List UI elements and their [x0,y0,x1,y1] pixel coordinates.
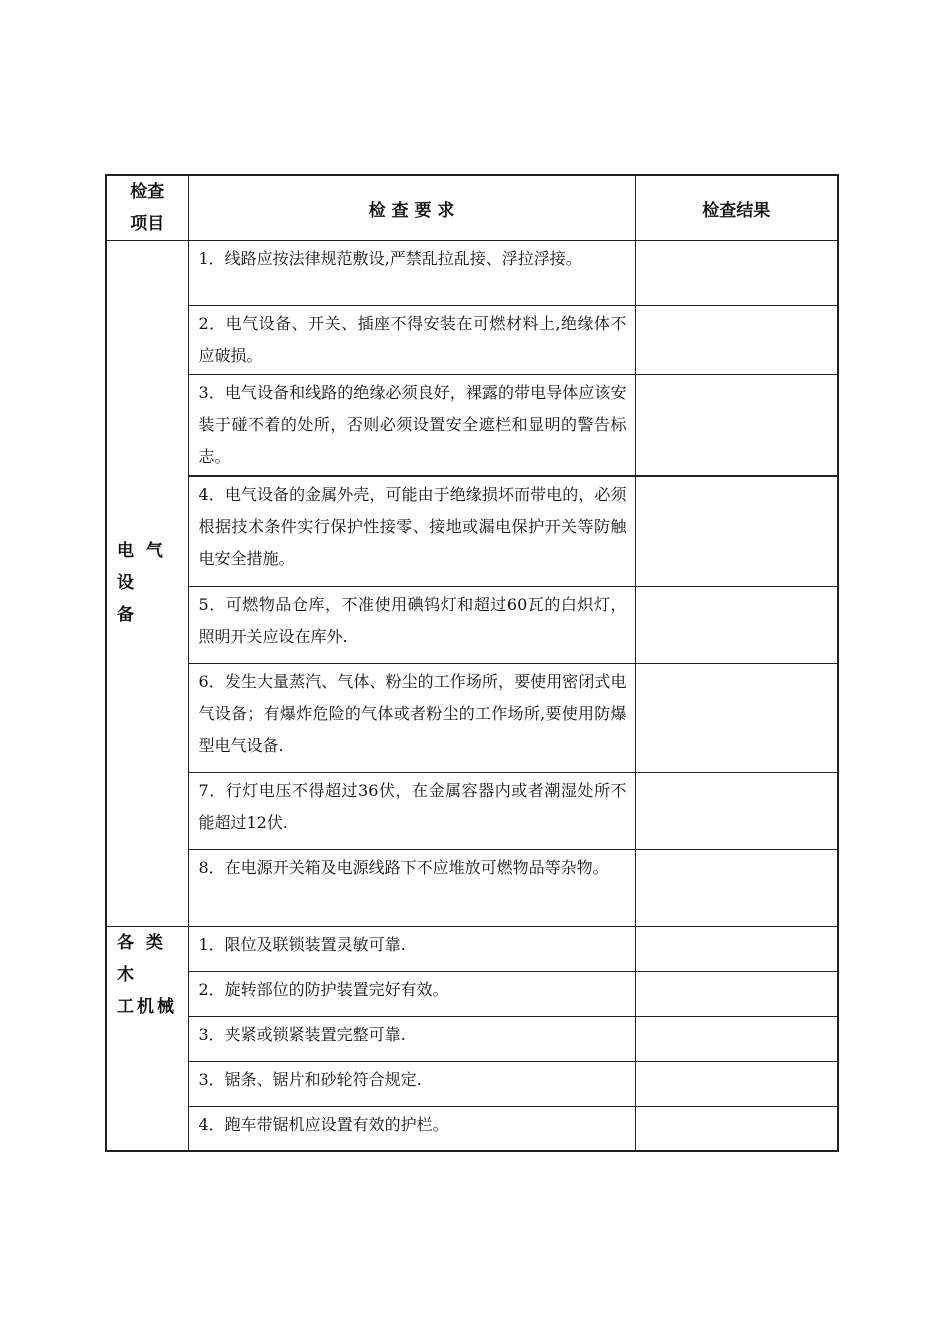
requirement-cell: 8．在电源开关箱及电源线路下不应堆放可燃物品等杂物。 [188,849,635,926]
table-row [106,375,838,477]
result-cell[interactable] [635,586,838,663]
table-row [106,586,838,663]
result-cell[interactable] [635,476,838,586]
result-cell[interactable] [635,971,838,1016]
requirement-cell: 4．跑车带锯机应设置有效的护栏。 [188,1106,635,1151]
table-row [106,772,838,849]
table-row [106,849,838,926]
table-row [106,476,838,586]
header-item-line2: 项目 [130,214,165,234]
header-result: 检查结果 [635,175,838,241]
requirement-cell: 3．夹紧或锁紧装置完整可靠. [188,1016,635,1061]
category-electrical [106,241,188,927]
result-cell[interactable] [635,1061,838,1106]
requirement-cell: 5．可燃物品仓库，不准使用碘钨灯和超过60瓦的白炽灯，照明开关应设在库外. [188,586,635,663]
table-row [106,1061,838,1106]
requirement-cell: 1．线路应按法律规范敷设,严禁乱拉乱接、浮拉浮接。 [188,241,635,306]
requirement-cell: 4．电气设备的金属外壳，可能由于绝缘损坏而带电的，必须根据技术条件实行保护性接零、接地或漏电保护开关等防触电安全措施。 [188,476,635,586]
result-cell[interactable] [635,241,838,306]
table-row [106,926,838,971]
requirement-cell: 3．锯条、锯片和砂轮符合规定. [188,1061,635,1106]
result-cell[interactable] [635,663,838,772]
header-row [106,175,838,241]
requirement-cell: 7．行灯电压不得超过36伏，在金属容器内或者潮湿处所不能超过12伏. [188,772,635,849]
header-item-line1: 检查 [130,182,165,202]
requirement-cell: 2．旋转部位的防护装置完好有效。 [188,971,635,1016]
result-cell[interactable] [635,375,838,477]
table-row [106,1106,838,1151]
result-cell[interactable] [635,1106,838,1151]
category-line2: 备 [117,605,137,626]
result-cell[interactable] [635,772,838,849]
table-row [106,241,838,306]
result-cell[interactable] [635,926,838,971]
category-woodworking [106,926,188,1151]
category-line1: 电 气 设 [117,541,166,594]
category-line1: 各 类 木 [117,932,166,985]
table-row [106,663,838,772]
table-row [106,971,838,1016]
requirement-cell: 2．电气设备、开关、插座不得安装在可燃材料上,绝缘体不应破损。 [188,306,635,375]
table-row [106,306,838,375]
result-cell[interactable] [635,306,838,375]
header-requirement: 检 查 要 求 [188,175,635,241]
result-cell[interactable] [635,849,838,926]
table-row [106,1016,838,1061]
result-cell[interactable] [635,1016,838,1061]
category-line2: 工机械 [117,996,177,1017]
requirement-cell: 6．发生大量蒸汽、气体、粉尘的工作场所，要使用密闭式电气设备；有爆炸危险的气体或者粉尘的工作场所,要使用防爆型电气设备. [188,663,635,772]
requirement-cell: 1．限位及联锁装置灵敏可靠. [188,926,635,971]
inspection-table [105,174,839,1152]
requirement-cell: 3．电气设备和线路的绝缘必须良好，裸露的带电导体应该安装于碰不着的处所，否则必须设置安全遮栏和显明的警告标志。 [188,375,635,477]
header-item [106,175,188,241]
